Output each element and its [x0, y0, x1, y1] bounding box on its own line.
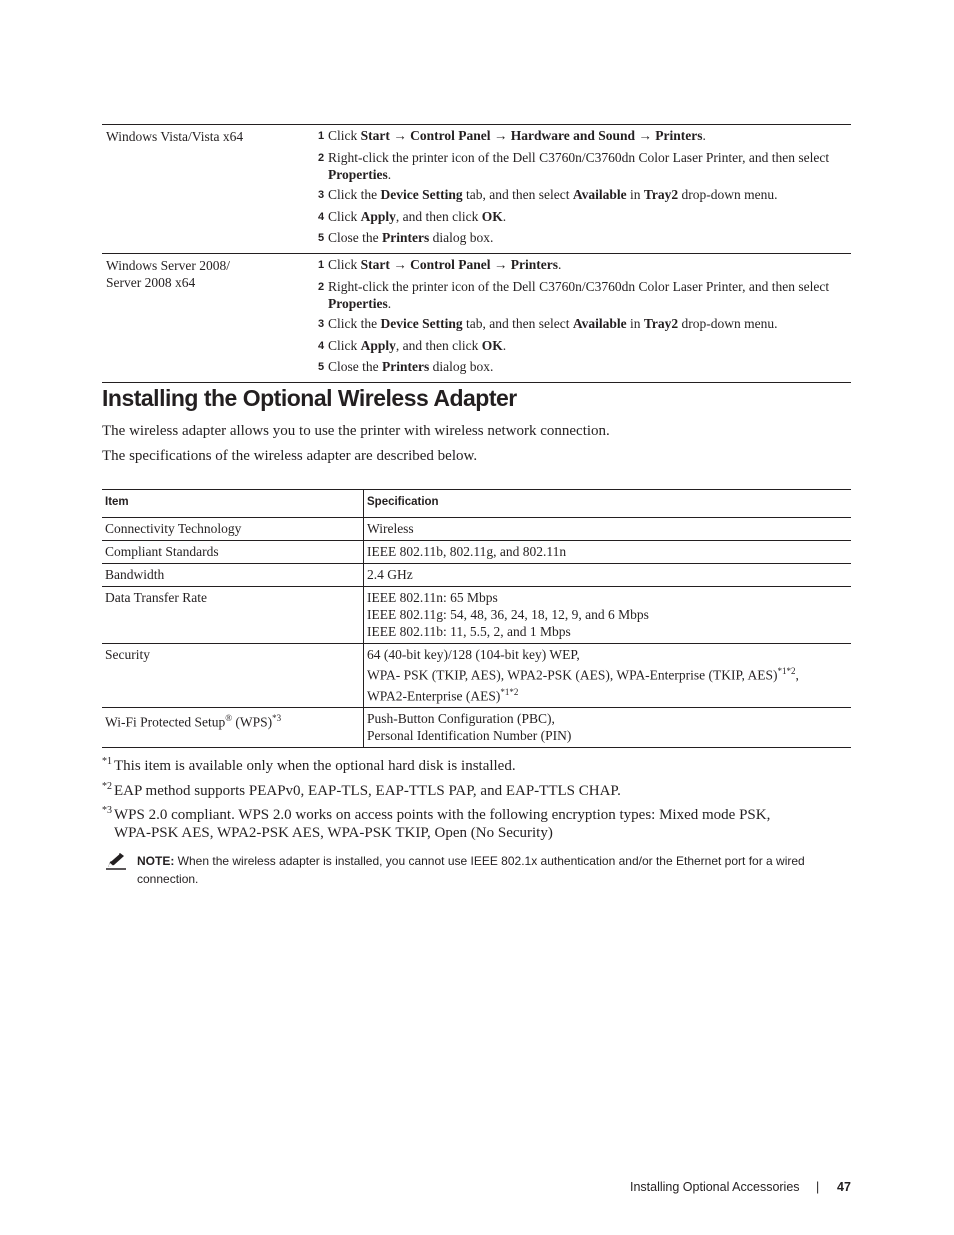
text-run: IEEE 802.11b: 11, 5.5, 2, and 1 Mbps	[367, 624, 571, 639]
text-run: Click	[328, 208, 361, 224]
text-run: →	[490, 128, 511, 143]
text-run: ,	[795, 667, 799, 683]
bold-term: OK	[481, 208, 503, 224]
text-run: Push-Button Configuration (PBC),	[367, 711, 555, 726]
text-run: Right-click the printer icon of the Dell C3760n/C3760dn Color Laser Printer, and then select	[328, 278, 830, 294]
step-text	[328, 278, 851, 312]
spec-item-cell	[102, 708, 364, 748]
bold-term: Tray2	[643, 316, 679, 331]
footnote-text	[114, 782, 621, 800]
text-run: dialog box.	[429, 230, 494, 245]
os-row	[102, 253, 851, 382]
step-number: 5	[318, 232, 325, 244]
step-number: 3	[318, 318, 325, 330]
spec-header-specification: Specification	[364, 490, 852, 518]
text-run: Click	[328, 128, 361, 143]
bold-term: Printers	[510, 257, 558, 272]
text-run: →	[635, 128, 656, 143]
intro-paragraph-2: The specifications of the wireless adapter are described below.	[102, 448, 478, 464]
note-text: When the wireless adapter is installed, you cannot use IEEE 802.1x authentication and/or the Ethernet port for a wired connection.	[137, 854, 805, 886]
spec-header-item: Item	[102, 490, 364, 518]
bold-term: Control Panel	[410, 257, 491, 272]
step-item	[318, 186, 851, 204]
os-steps-cell	[314, 125, 851, 253]
footnote-line: This item is available only when the optional hard disk is installed.	[114, 758, 516, 774]
text-run: Connectivity Technology	[105, 521, 242, 536]
text-run: 64 (40-bit key)/128 (104-bit key) WEP,	[367, 647, 580, 662]
text-run: Security	[105, 647, 150, 662]
text-run: Wireless	[367, 521, 414, 536]
spec-value-cell	[364, 564, 852, 587]
intro-paragraph-1: The wireless adapter allows you to use the printer with wireless network connection.	[102, 423, 610, 439]
spec-value-cell	[364, 587, 852, 644]
step-text	[328, 256, 561, 274]
spec-value-line	[367, 543, 848, 560]
bold-term: Start	[360, 257, 390, 272]
step-text	[328, 358, 493, 376]
step-item	[318, 256, 851, 274]
step-item	[318, 358, 851, 376]
bold-term: Available	[572, 316, 627, 331]
step-number: 2	[318, 151, 325, 164]
step-item	[318, 337, 851, 355]
bold-term: Printers	[655, 128, 703, 143]
text-run: Bandwidth	[105, 567, 165, 582]
superscript-mark: *3	[272, 713, 282, 723]
bold-term: Printers	[382, 359, 430, 374]
bold-term: Tray2	[643, 187, 679, 202]
text-run: , and then click	[395, 208, 482, 224]
text-run: .	[557, 257, 562, 272]
step-text	[328, 186, 777, 204]
step-number: 3	[318, 189, 325, 201]
text-run: IEEE 802.11b, 802.11g, and 802.11n	[367, 544, 567, 559]
spec-value-cell	[364, 541, 852, 564]
spec-row	[102, 541, 851, 564]
bold-term: Device Setting	[380, 187, 463, 202]
text-run: (WPS)	[232, 714, 273, 730]
spec-row	[102, 644, 851, 708]
step-item	[318, 127, 851, 145]
text-run: IEEE 802.11g: 54, 48, 36, 24, 18, 12, 9, and 6 Mbps	[367, 607, 649, 622]
superscript-mark: *1*2	[777, 666, 796, 676]
footer-section-name: Installing Optional Accessories	[630, 1180, 800, 1194]
step-number: 5	[318, 361, 325, 373]
note-label: NOTE:	[137, 854, 175, 868]
spec-item-cell	[102, 564, 364, 587]
os-steps-cell	[314, 254, 851, 382]
text-run: Personal Identification Number (PIN)	[367, 728, 572, 743]
footer-separator: |	[816, 1180, 820, 1194]
step-number: 2	[318, 280, 325, 293]
footnote-line: EAP method supports PEAPv0, EAP-TLS, EAP-TTLS PAP, and EAP-TTLS CHAP.	[114, 783, 621, 799]
footnote	[102, 757, 842, 775]
bold-term: Properties	[328, 166, 388, 182]
spec-value-line	[367, 589, 848, 606]
spec-value-cell	[364, 518, 852, 541]
os-name-cell	[102, 254, 314, 382]
text-run: .	[387, 166, 392, 182]
text-run: Click	[328, 257, 361, 272]
spec-value-line	[367, 684, 848, 705]
spec-row	[102, 587, 851, 644]
text-run: Click	[328, 337, 361, 353]
footnote-line: WPS 2.0 compliant. WPS 2.0 works on access points with the following encryption types: Mixed mode PSK,	[114, 807, 771, 823]
spec-item-cell	[102, 518, 364, 541]
spec-value-line	[367, 727, 848, 744]
bold-term: Start	[360, 128, 390, 143]
text-run: tab, and then select	[462, 187, 573, 202]
bold-term: OK	[481, 337, 503, 353]
spec-row	[102, 518, 851, 541]
bold-term: Hardware and Sound	[510, 128, 636, 143]
text-run: →	[389, 128, 411, 143]
bold-term: Control Panel	[410, 128, 491, 143]
step-text	[328, 315, 777, 333]
spec-value-cell	[364, 708, 852, 748]
os-name-line: Windows Vista/Vista x64	[106, 129, 244, 144]
spec-value-line	[367, 520, 848, 537]
text-run: , and then click	[395, 337, 482, 353]
step-item	[318, 315, 851, 333]
step-item	[318, 208, 851, 226]
spec-item-cell	[102, 587, 364, 644]
bold-term: Printers	[382, 230, 430, 245]
step-item	[318, 229, 851, 247]
step-item	[318, 149, 851, 183]
text-run: tab, and then select	[462, 316, 573, 331]
text-run: Close the	[328, 230, 382, 245]
bold-term: Available	[572, 187, 627, 202]
text-run: drop-down menu.	[678, 187, 778, 202]
os-name-line: Server 2008 x64	[106, 275, 196, 290]
bold-term: Apply	[360, 208, 396, 224]
superscript-mark: ®	[225, 713, 233, 723]
footnote-mark: *3	[102, 805, 112, 816]
bold-term: Device Setting	[380, 316, 463, 331]
text-run: .	[702, 128, 706, 143]
pencil-note-icon	[105, 852, 127, 870]
bold-term: Properties	[328, 295, 388, 311]
text-run: .	[502, 208, 507, 224]
section-title: Installing the Optional Wireless Adapter	[102, 385, 517, 411]
os-row	[102, 125, 851, 253]
step-text	[328, 127, 706, 145]
text-run: →	[389, 257, 411, 272]
spec-item-cell	[102, 541, 364, 564]
text-run: IEEE 802.11n: 65 Mbps	[367, 590, 498, 605]
spec-value-line	[367, 646, 848, 663]
footnote-mark: *2	[102, 781, 112, 792]
spec-value-line	[367, 566, 848, 583]
spec-value-line	[367, 623, 848, 640]
step-text	[328, 229, 493, 247]
text-run: Data Transfer Rate	[105, 590, 207, 605]
step-number: 4	[318, 339, 325, 352]
wireless-spec-table	[102, 489, 851, 748]
footer-page-number: 47	[837, 1180, 851, 1194]
text-run: Click the	[328, 187, 381, 202]
text-run: drop-down menu.	[678, 316, 778, 331]
step-text	[328, 208, 506, 226]
text-run: Compliant Standards	[105, 544, 219, 559]
text-run: WPA2-Enterprise (AES)	[367, 688, 501, 703]
spec-row	[102, 564, 851, 587]
spec-value-line	[367, 606, 848, 623]
text-run: Right-click the printer icon of the Dell C3760n/C3760dn Color Laser Printer, and then select	[328, 149, 830, 165]
text-run: 2.4 GHz	[367, 567, 413, 582]
spec-value-line	[367, 663, 848, 684]
spec-value-line	[367, 710, 848, 727]
step-text	[328, 149, 851, 183]
footnote-line: WPA-PSK AES, WPA2-PSK AES, WPA-PSK TKIP, Open (No Security)	[114, 825, 553, 841]
footnote	[102, 782, 842, 800]
note-block	[137, 852, 847, 888]
text-run: in	[626, 316, 644, 331]
os-instructions-table	[102, 124, 851, 383]
spec-item-cell	[102, 644, 364, 708]
bold-term: Apply	[360, 337, 396, 353]
os-name-line: Windows Server 2008/	[106, 258, 230, 273]
text-run: WPA- PSK (TKIP, AES), WPA2-PSK (AES), WPA-Enterprise (TKIP, AES)	[367, 667, 778, 683]
step-text	[328, 337, 506, 355]
step-number: 1	[318, 259, 325, 271]
text-run: .	[502, 337, 507, 353]
text-run: .	[387, 295, 392, 311]
os-name-cell	[102, 125, 314, 253]
text-run: dialog box.	[429, 359, 494, 374]
footnote	[102, 806, 842, 842]
spec-header-row	[102, 490, 851, 518]
text-run: in	[626, 187, 644, 202]
footnote-text	[114, 757, 516, 775]
superscript-mark: *1*2	[500, 686, 519, 697]
text-run: Wi-Fi Protected Setup	[105, 714, 226, 730]
step-number: 4	[318, 210, 325, 223]
text-run: Click the	[328, 316, 381, 331]
footnote-text	[114, 806, 770, 842]
step-number: 1	[318, 130, 325, 142]
spec-value-cell	[364, 644, 852, 708]
step-item	[318, 278, 851, 312]
text-run: Close the	[328, 359, 382, 374]
text-run: →	[490, 257, 511, 272]
footnote-mark: *1	[102, 756, 112, 767]
spec-row	[102, 708, 851, 748]
